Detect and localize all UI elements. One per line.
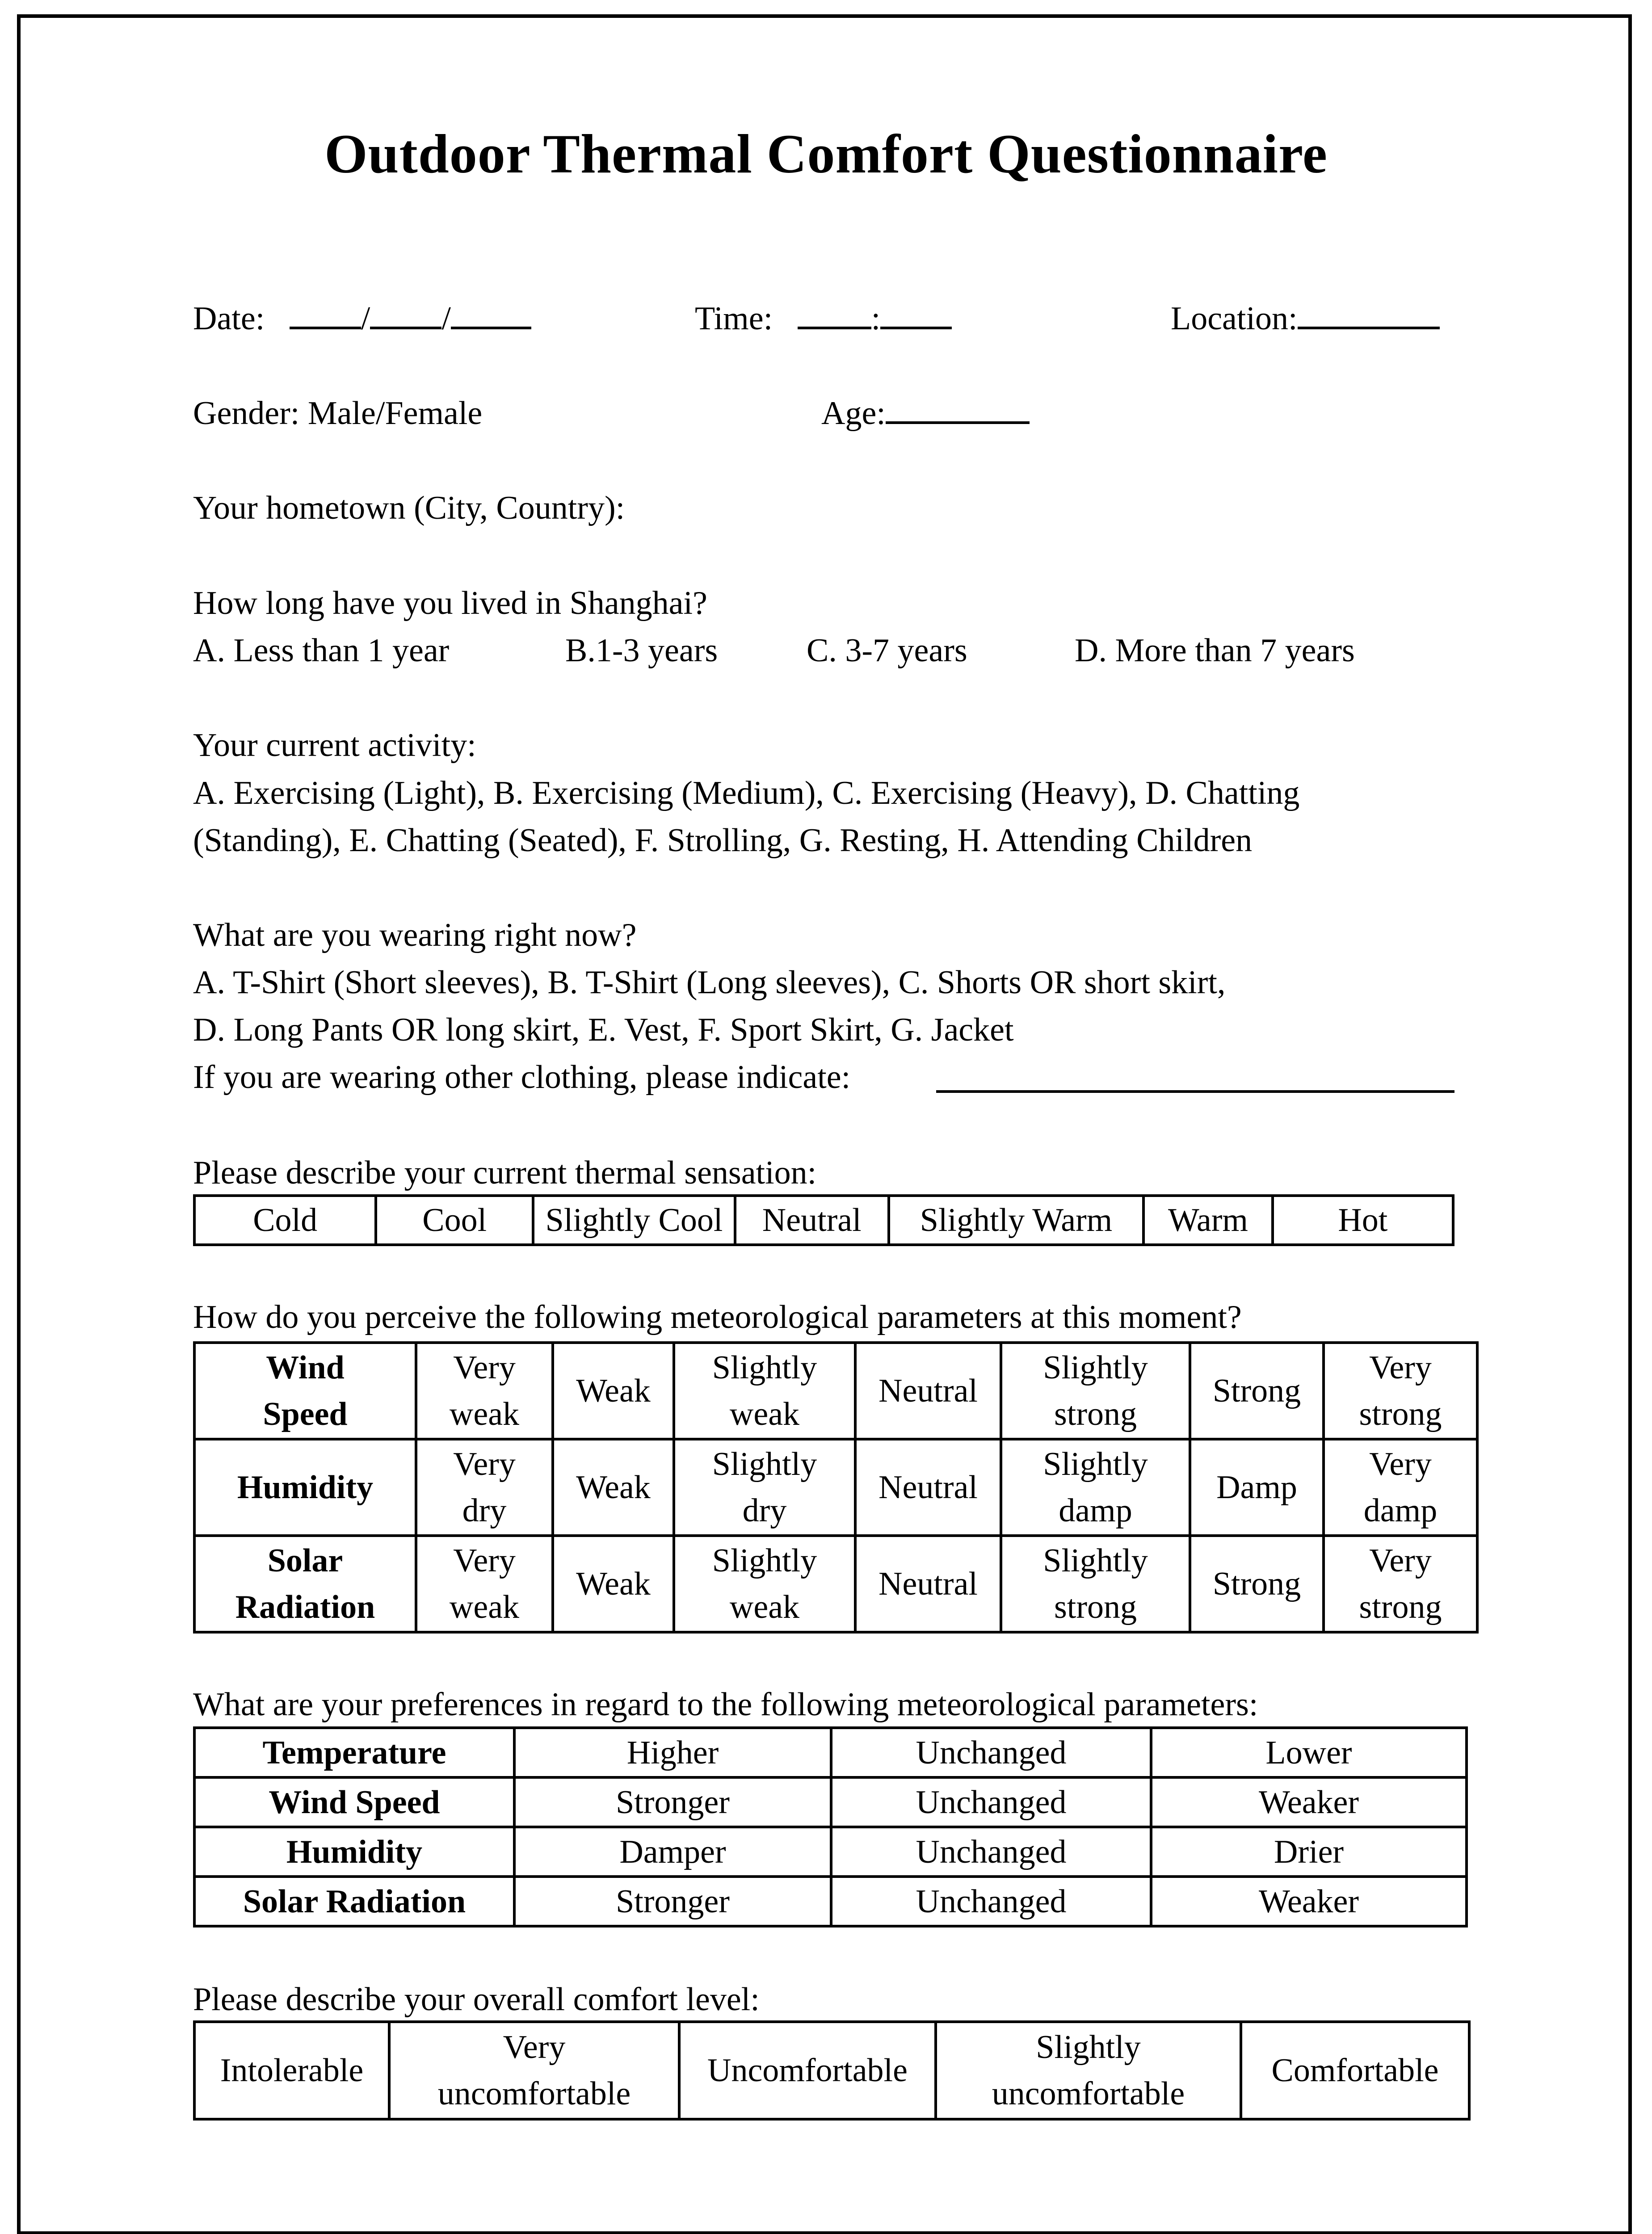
age-row [821,393,1030,433]
perception-option[interactable]: Neutral [855,1536,1001,1632]
perception-question: How do you perceive the following meteorological parameters at this moment? [193,1299,1242,1335]
thermal-sensation-question: Please describe your current thermal sensation: [193,1155,817,1191]
sensation-option[interactable]: Neutral [735,1196,889,1245]
date-day-field[interactable] [290,299,361,329]
residence-option-b[interactable]: B.1-3 years [565,632,718,669]
comfort-option[interactable]: Uncomfortable [679,2022,936,2119]
preference-option[interactable]: Unchanged [831,1777,1151,1827]
perception-option[interactable]: Slightly weak [674,1343,855,1439]
preference-option[interactable]: Damper [514,1827,831,1877]
perception-option[interactable]: Neutral [855,1343,1001,1439]
time-label: Time: [695,300,773,337]
activity-question: Your current activity: [193,727,476,764]
preference-row-label: Wind Speed [194,1777,514,1827]
perception-option[interactable]: Slightly damp [1001,1439,1190,1536]
comfort-option[interactable]: Very uncomfortable [389,2022,679,2119]
gender-label[interactable]: Gender: Male/Female [193,395,483,432]
perception-option[interactable]: Slightly strong [1001,1536,1190,1632]
perception-option[interactable]: Weak [553,1536,674,1632]
date-year-field[interactable] [451,299,531,329]
preference-option[interactable]: Unchanged [831,1877,1151,1926]
perception-option[interactable]: Slightly weak [674,1536,855,1632]
preference-option[interactable]: Stronger [514,1777,831,1827]
sensation-option[interactable]: Slightly Cool [533,1196,735,1245]
preference-option[interactable]: Weaker [1151,1877,1467,1926]
other-clothing-label: If you are wearing other clothing, please indicate: [193,1059,851,1096]
perception-option[interactable]: Weak [553,1439,674,1536]
perception-row-label: Humidity [194,1439,416,1536]
location-label: Location: [1171,300,1298,337]
date-separator: / [361,300,370,337]
date-row [193,298,531,339]
date-label: Date: [193,300,265,337]
perception-option[interactable]: Very damp [1324,1439,1477,1536]
preference-row-label: Humidity [194,1827,514,1877]
perception-option[interactable]: Slightly dry [674,1439,855,1536]
perception-option[interactable]: Strong [1190,1343,1324,1439]
perception-row-label: Wind Speed [194,1343,416,1439]
perception-option[interactable]: Neutral [855,1439,1001,1536]
residence-question: How long have you lived in Shanghai? [193,585,707,621]
preference-option[interactable]: Unchanged [831,1827,1151,1877]
sensation-option[interactable]: Warm [1143,1196,1272,1245]
sensation-option[interactable]: Hot [1273,1196,1453,1245]
perception-option[interactable]: Strong [1190,1536,1324,1632]
clothing-options-line2[interactable]: D. Long Pants OR long skirt, E. Vest, F. Sport Skirt, G. Jacket [193,1012,1014,1048]
preference-option[interactable]: Stronger [514,1877,831,1926]
time-separator: : [871,300,881,337]
comfort-option[interactable]: Comfortable [1241,2022,1469,2119]
preference-question: What are your preferences in regard to the following meteorological parameters: [193,1686,1258,1723]
age-field[interactable] [886,394,1030,424]
perception-option[interactable]: Very dry [416,1439,553,1536]
comfort-option[interactable]: Intolerable [194,2022,389,2119]
preference-option[interactable]: Unchanged [831,1728,1151,1777]
clothing-question: What are you wearing right now? [193,917,637,953]
perception-table [193,1341,1479,1634]
time-row [695,298,952,339]
date-separator: / [441,300,451,337]
perception-option[interactable]: Very weak [416,1536,553,1632]
activity-options-line1[interactable]: A. Exercising (Light), B. Exercising (Medium), C. Exercising (Heavy), D. Chatting [193,775,1300,811]
location-field[interactable] [1298,299,1440,329]
clothing-options-line1[interactable]: A. T-Shirt (Short sleeves), B. T-Shirt (Long sleeves), C. Shorts OR short skirt, [193,964,1226,1001]
preference-row-label: Temperature [194,1728,514,1777]
age-label: Age: [821,395,886,432]
date-month-field[interactable] [370,299,441,329]
perception-option[interactable]: Weak [553,1343,674,1439]
comfort-question: Please describe your overall comfort level: [193,1981,760,2018]
preference-option[interactable]: Lower [1151,1728,1467,1777]
thermal-sensation-table [193,1194,1454,1246]
other-clothing-field[interactable] [936,1090,1454,1093]
perception-option[interactable]: Very strong [1324,1343,1477,1439]
page-title: Outdoor Thermal Comfort Questionnaire [324,123,1328,185]
residence-option-a[interactable]: A. Less than 1 year [193,632,450,669]
sensation-option[interactable]: Cold [194,1196,376,1245]
sensation-option[interactable]: Slightly Warm [889,1196,1144,1245]
perception-option[interactable]: Very strong [1324,1536,1477,1632]
residence-option-c[interactable]: C. 3-7 years [807,632,967,669]
residence-option-d[interactable]: D. More than 7 years [1075,632,1355,669]
preference-option[interactable]: Drier [1151,1827,1467,1877]
hometown-label: Your hometown (City, Country): [193,490,625,526]
comfort-option[interactable]: Slightly uncomfortable [936,2022,1241,2119]
perception-option[interactable]: Very weak [416,1343,553,1439]
time-minute-field[interactable] [880,299,952,329]
sensation-option[interactable]: Cool [376,1196,533,1245]
preference-option[interactable]: Weaker [1151,1777,1467,1827]
preference-table [193,1726,1468,1927]
activity-options-line2[interactable]: (Standing), E. Chatting (Seated), F. Strolling, G. Resting, H. Attending Children [193,822,1253,859]
perception-option[interactable]: Slightly strong [1001,1343,1190,1439]
perception-option[interactable]: Damp [1190,1439,1324,1536]
location-row [1171,298,1440,339]
preference-row-label: Solar Radiation [194,1877,514,1926]
perception-row-label: Solar Radiation [194,1536,416,1632]
preference-option[interactable]: Higher [514,1728,831,1777]
time-hour-field[interactable] [798,299,871,329]
comfort-table [193,2020,1471,2121]
